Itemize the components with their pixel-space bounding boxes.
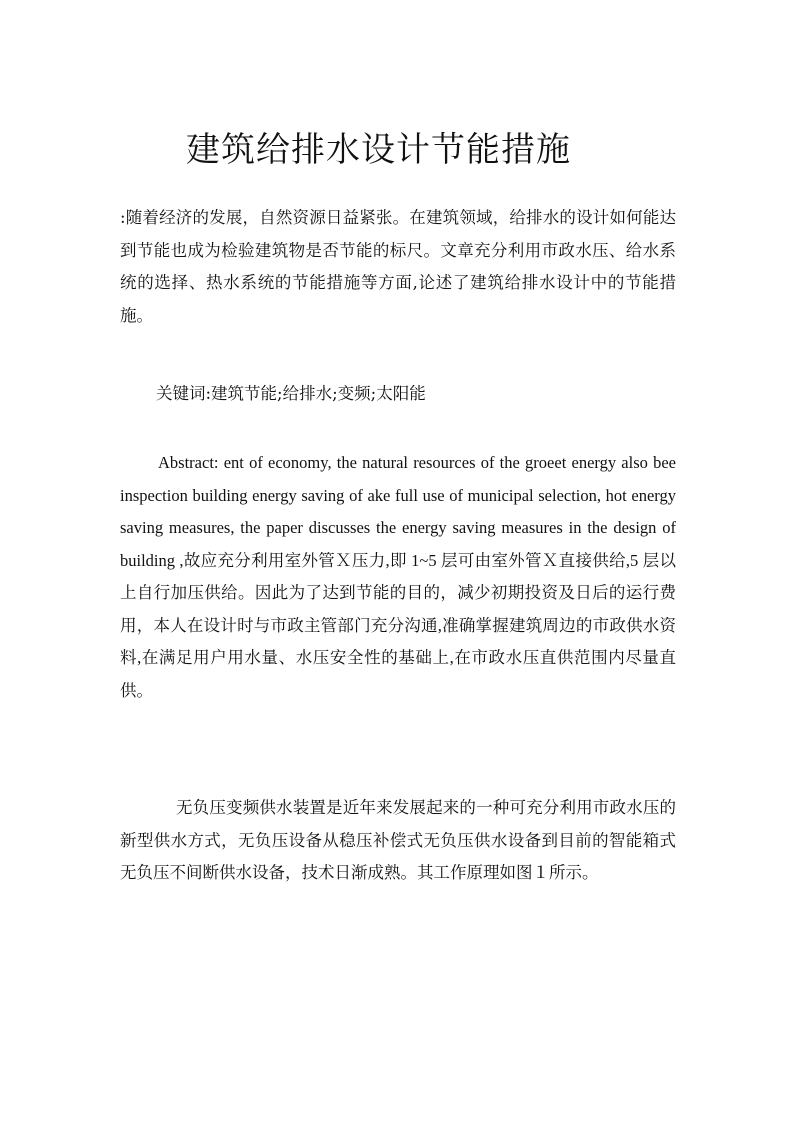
document-title: 建筑给排水设计节能措施 [186, 130, 571, 170]
chinese-abstract: :随着经济的发展，自然资源日益紧张。在建筑领域，给排水的设计如何能达到节能也成为检验建筑物是否节能的标尺。文章充分利用市政水压、给水系统的选择、热水系统的节能措施等方面,论述了建筑给排水设计中的节能措施。 [120, 208, 676, 325]
device-description-paragraph: 无负压变频供水装置是近年来发展起来的一种可充分利用市政水压的新型供水方式，无负压设备从稳压补偿式无负压供水设备到目前的智能箱式无负压不间断供水设备，技术日渐成熟。其工作原理如图１所示。 [120, 798, 676, 882]
keywords-line: 关键词:建筑节能;给排水;变频;太阳能 [156, 384, 426, 403]
english-abstract-paragraph: Abstract: ent of economy, the natural resources of the groeet energy also bee inspection building energy saving of ake full use of municipal selection, hot energy saving measures, the paper discusses the energy saving measures in the design of building ,故应充分利用室外管Ｘ压力,即 1~5 层可由室外管Ｘ直接供给,5 层以上自行加压供给。因此为了达到节能的目的，减少初期投资及日后的运行费用，本人在设计时与市政主管部门充分沟通,准确掌握建筑周边的市政供水资料,在满足用户用水量、水压安全性的基础上,在市政水压直供范围内尽量直供。 [120, 453, 676, 700]
